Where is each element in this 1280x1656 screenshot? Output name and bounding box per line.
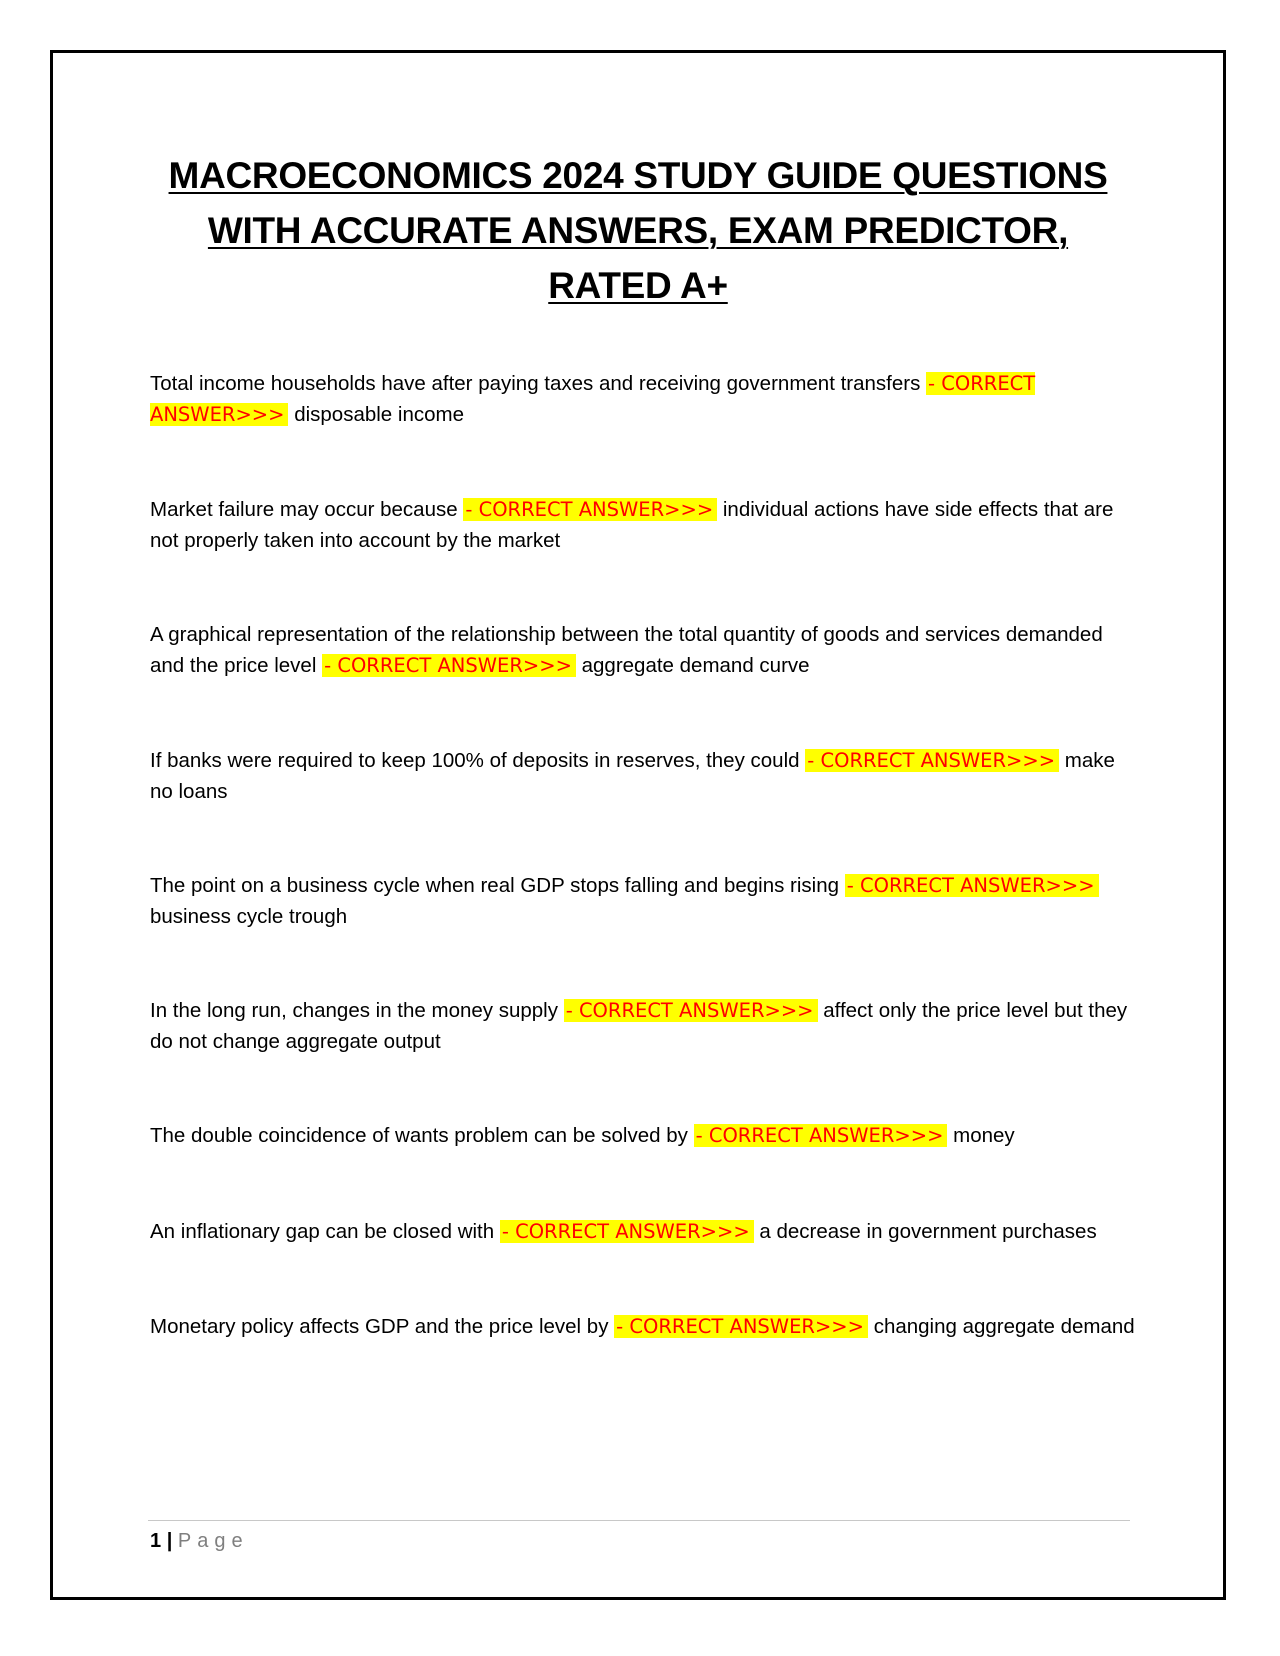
footer-separator: | [166,1530,173,1552]
qa-item [150,494,1140,556]
question-text: Monetary policy affects GDP and the price level by [150,1315,609,1338]
qa-item [150,1311,1140,1342]
answer-text: affect only the price level but they do not change aggregate output [150,999,1128,1053]
answer-text: a decrease in government purchases [759,1220,1097,1243]
correct-answer-marker: - CORRECT ANSWER>>> [614,1315,868,1338]
question-text: Total income households have after paying taxes and receiving government transfers [150,372,921,395]
qa-item [150,368,1140,430]
qa-item [150,1216,1140,1247]
page-footer [150,1527,249,1555]
correct-answer-marker: - CORRECT ANSWER>>> [845,874,1099,897]
question-text: The double coincidence of wants problem can be solved by [150,1124,688,1147]
correct-answer-marker: - CORRECT ANSWER>>> [564,999,818,1022]
page-number: 1 [150,1530,162,1552]
correct-answer-marker: - CORRECT ANSWER>>> [463,498,717,521]
question-text: A graphical representation of the relationship between the total quantity of goods and services demanded and the price level [150,623,1103,677]
answer-text: individual actions have side effects that are not properly taken into account by the market [150,498,1114,552]
answer-text: money [953,1124,1015,1147]
correct-answer-marker: - CORRECT ANSWER>>> [150,372,1036,426]
question-text: In the long run, changes in the money supply [150,999,558,1022]
document-title: MACROECONOMICS 2024 STUDY GUIDE QUESTIONS WITH ACCURATE ANSWERS, EXAM PREDICTOR, RATED A+ [168,155,1108,306]
answer-text: make no loans [150,749,1115,803]
answer-text: disposable income [294,403,464,426]
correct-answer-marker: - CORRECT ANSWER>>> [322,654,576,677]
question-text: Market failure may occur because [150,498,458,521]
qa-item [150,995,1140,1057]
answer-text: changing aggregate demand [873,1315,1135,1338]
footer-divider [148,1520,1130,1521]
question-text: If banks were required to keep 100% of deposits in reserves, they could [150,749,800,772]
correct-answer-marker: - CORRECT ANSWER>>> [694,1124,948,1147]
correct-answer-marker: - CORRECT ANSWER>>> [805,749,1059,772]
answer-text: aggregate demand curve [581,654,810,677]
qa-item [150,745,1140,807]
qa-item [150,619,1140,681]
question-text: The point on a business cycle when real GDP stops falling and begins rising [150,874,840,897]
qa-item [150,1120,1140,1151]
page-label: Page [177,1530,249,1552]
correct-answer-marker: - CORRECT ANSWER>>> [500,1220,754,1243]
qa-item [150,870,1140,932]
question-text: An inflationary gap can be closed with [150,1220,495,1243]
answer-text: business cycle trough [150,905,348,928]
